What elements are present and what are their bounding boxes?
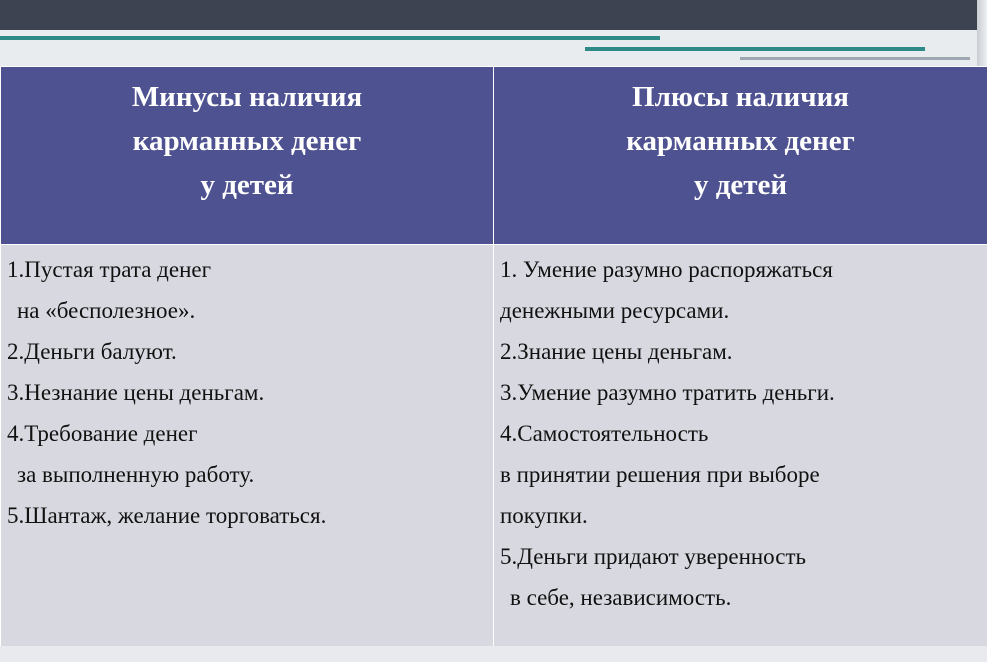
minus-item: за выполненную работу. [17, 462, 255, 487]
plus-item: в себе, независимость. [510, 585, 732, 610]
plus-cell [494, 245, 987, 648]
plus-item: покупки. [500, 503, 588, 528]
comparison-table [0, 66, 987, 648]
header-minus-line-1: Минусы наличия [131, 81, 363, 113]
plus-item: 4.Самостоятельность [500, 421, 709, 446]
plus-item: 3.Умение разумно тратить деньги. [500, 380, 835, 405]
table-header-row [1, 67, 987, 245]
slide-right-edge [977, 0, 987, 66]
plus-item: 1. Умение разумно распоряжаться [500, 257, 833, 282]
header-minus-line-3: у детей [200, 169, 294, 201]
plus-item: 5.Деньги придают уверенность [500, 544, 807, 569]
header-plus [494, 67, 987, 245]
minus-item: 2.Деньги балуют. [7, 339, 177, 364]
header-plus-line-1: Плюсы наличия [632, 81, 849, 113]
minus-item: 4.Требование денег [7, 421, 198, 446]
plus-item: 2.Знание цены деньгам. [500, 339, 733, 364]
header-minus-line-2: карманных денег [132, 125, 362, 157]
minus-item: 5.Шантаж, желание торговаться. [7, 503, 327, 528]
header-plus-line-3: у детей [693, 169, 788, 201]
table-row [1, 245, 987, 648]
decorative-line-teal-2 [585, 47, 925, 51]
plus-item: денежными ресурсами. [500, 298, 730, 323]
minus-cell [1, 245, 494, 648]
header-minus [1, 67, 494, 245]
minus-item: 1.Пустая трата денег [7, 257, 212, 282]
decorative-line-teal [0, 36, 660, 40]
minus-item: на «бесполезное». [17, 298, 196, 323]
decorative-line-gray [740, 57, 970, 60]
plus-item: в принятии решения при выборе [500, 462, 820, 487]
header-plus-line-2: карманных денег [626, 125, 855, 157]
slide-content [0, 66, 987, 662]
slide-bottom-strip [0, 646, 987, 662]
minus-item: 3.Незнание цены деньгам. [7, 380, 265, 405]
